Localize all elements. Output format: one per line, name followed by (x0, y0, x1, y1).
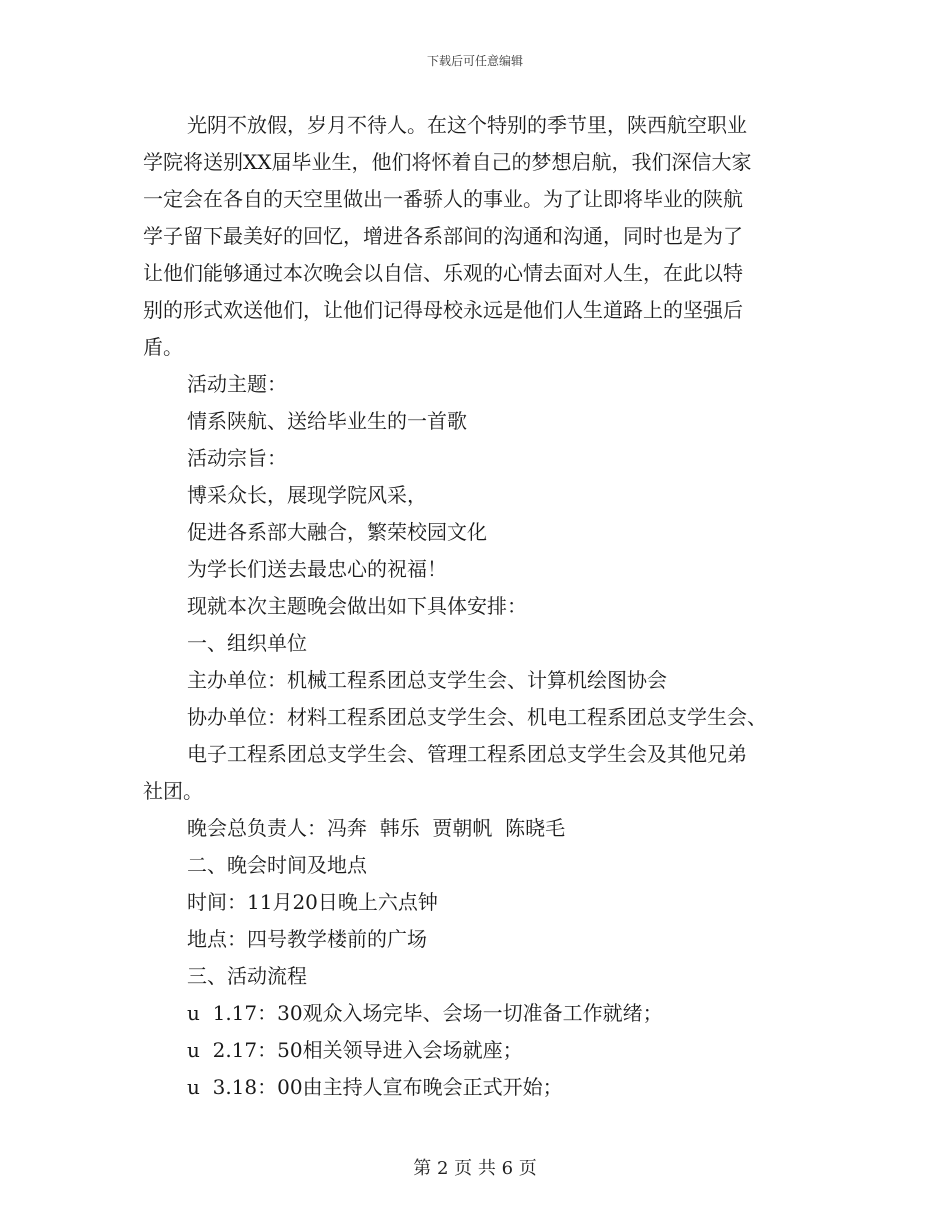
flow-item: u 2.17：50相关领导进入会场就座； (187, 1038, 523, 1062)
purpose-line: 博采众长，展现学院风采， (187, 483, 427, 507)
paragraph-line: 一定会在各自的天空里做出一番骄人的事业。为了让即将毕业的陕航 (143, 187, 743, 211)
section-title: 三、活动流程 (187, 964, 307, 988)
theme-label: 活动主题： (187, 372, 287, 396)
purpose-label: 活动宗旨： (187, 446, 287, 470)
section-title: 二、晚会时间及地点 (187, 853, 367, 877)
co-host-units-continued: 电子工程系团总支学生会、管理工程系团总支学生会及其他兄弟 (187, 742, 747, 766)
purpose-line: 为学长们送去最忠心的祝福！ (187, 557, 447, 581)
flow-item: u 1.17：30观众入场完毕、会场一切准备工作就绪； (187, 1001, 663, 1025)
co-host-units: 协办单位：材料工程系团总支学生会、机电工程系团总支学生会、 (187, 705, 767, 729)
arrangement-intro: 现就本次主题晚会做出如下具体安排： (187, 594, 527, 618)
paragraph-line: 别的形式欢送他们，让他们记得母校永远是他们人生道路上的坚强后 (143, 298, 743, 322)
paragraph-line: 学院将送别XX届毕业生，他们将怀着自己的梦想启航，我们深信大家 (143, 150, 752, 174)
document-body (143, 107, 813, 1106)
paragraph-line: 盾。 (143, 335, 183, 359)
flow-item: u 3.18：00由主持人宣布晚会正式开始； (187, 1075, 563, 1099)
paragraph-line: 让他们能够通过本次晚会以自信、乐观的心情去面对人生，在此以特 (143, 261, 743, 285)
event-time: 时间：11月20日晚上六点钟 (187, 890, 438, 914)
purpose-line: 促进各系部大融合，繁荣校园文化 (187, 520, 487, 544)
theme-text: 情系陕航、送给毕业生的一首歌 (187, 409, 467, 433)
host-units: 主办单位：机械工程系团总支学生会、计算机绘图协会 (187, 668, 667, 692)
event-location: 地点：四号教学楼前的广场 (187, 927, 427, 951)
paragraph-line: 学子留下最美好的回忆，增进各系部间的沟通和沟通，同时也是为了 (143, 224, 743, 248)
page-number: 第 2 页 共 6 页 (413, 1158, 537, 1179)
paragraph-line: 光阴不放假，岁月不待人。在这个特别的季节里，陕西航空职业 (187, 113, 747, 137)
event-leaders: 晚会总负责人：冯奔 韩乐 贾朝帆 陈晓毛 (187, 816, 566, 840)
section-title: 一、组织单位 (187, 631, 307, 655)
co-host-units-end: 社团。 (143, 779, 203, 803)
page-header-note: 下载后可任意编辑 (426, 54, 523, 68)
